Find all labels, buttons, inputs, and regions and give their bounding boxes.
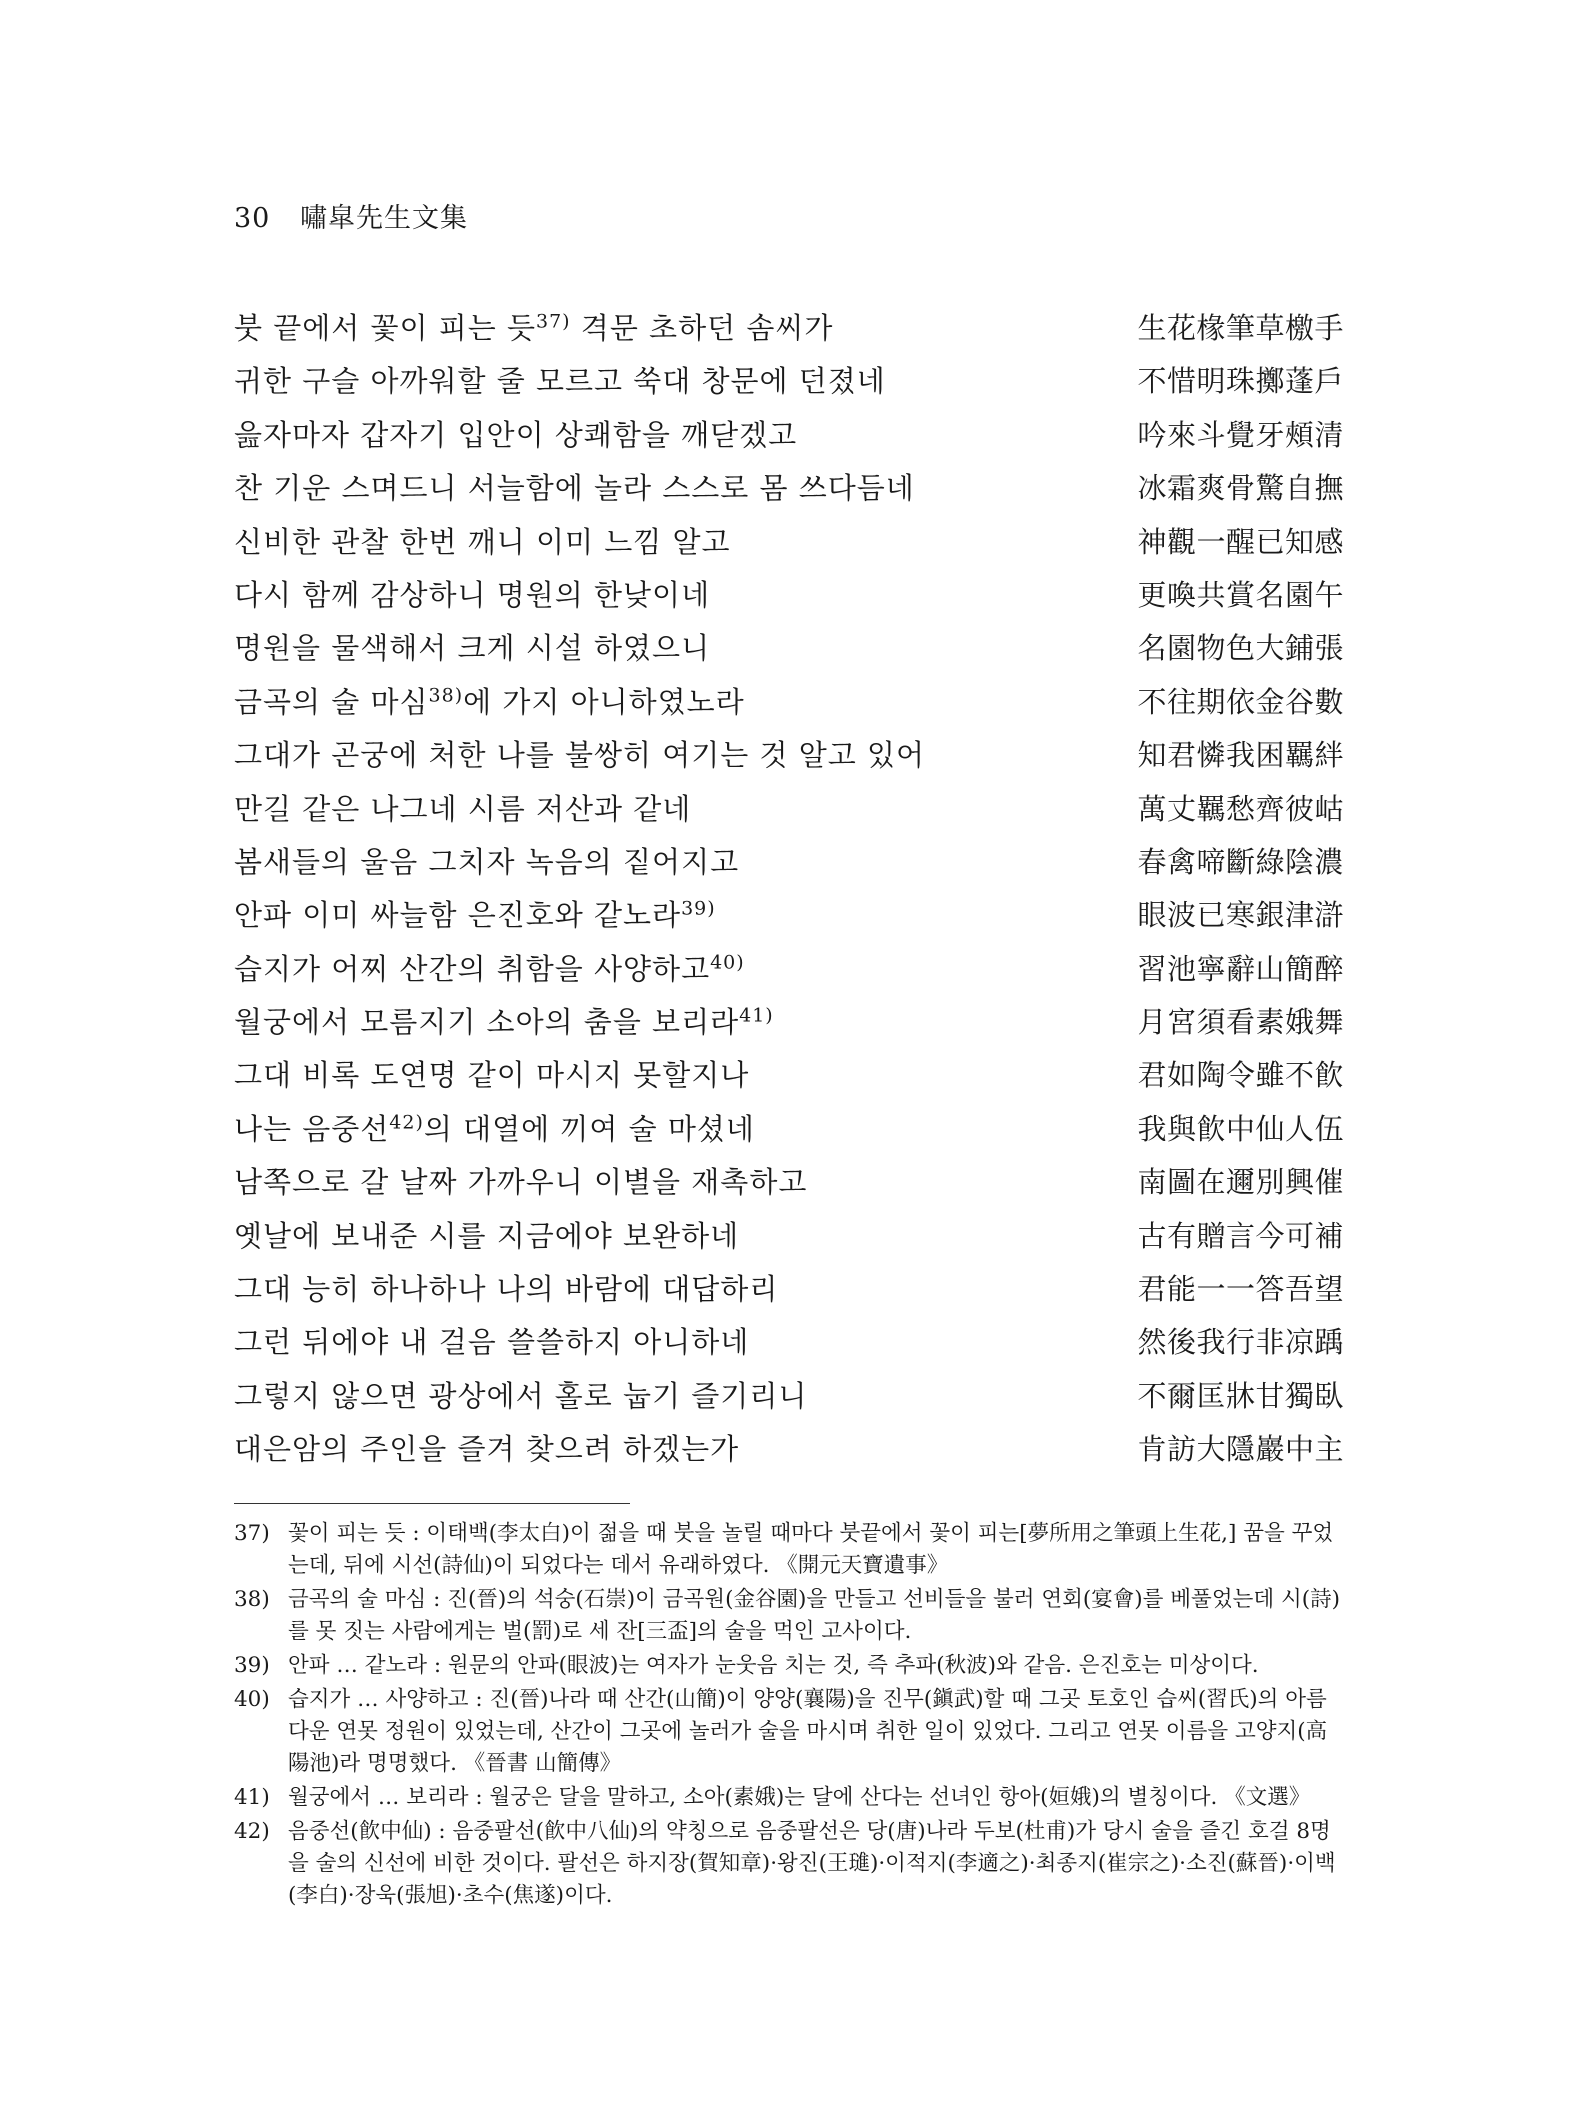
korean-text: 다시 함께 감상하니 명원의 한낮이네	[234, 577, 711, 612]
poem-line-hanja: 知君憐我困羈絆	[1137, 738, 1344, 773]
korean-text: 그렇지 않으면 광상에서 홀로 눕기 즐기리니	[234, 1378, 808, 1413]
book-title: 嘯皐先生文集	[299, 203, 468, 234]
korean-text: 신비한 관찰 한번 깨니 이미 느낌 알고	[234, 524, 731, 559]
poem-line	[234, 516, 1344, 569]
poem-line	[234, 355, 1344, 408]
footnote-ref: 39)	[681, 897, 716, 920]
poem-line	[234, 1210, 1344, 1263]
poem-line-korean	[234, 943, 745, 996]
poem-line-hanja: 生花椽筆草檄手	[1137, 311, 1344, 345]
korean-text: 습지가 어찌 산간의 취함을 사양하고	[234, 951, 711, 986]
poem-line-korean	[234, 355, 886, 408]
poem-line-korean	[234, 1316, 749, 1369]
korean-text: 봄새들의 울음 그치자 녹음의 짙어지고	[234, 844, 740, 879]
footnote-divider	[234, 1503, 630, 1504]
poem-line	[234, 1049, 1344, 1102]
poem-line-korean	[234, 516, 731, 569]
korean-text: 찬 기운 스며드니 서늘함에 놀라 스스로 몸 쓰다듬네	[234, 471, 915, 506]
korean-text: 금곡의 술 마심	[234, 684, 429, 719]
poem-line	[234, 1316, 1344, 1369]
footnote-number: 40)	[234, 1687, 270, 1712]
korean-text: 귀한 구슬 아까워할 줄 모르고 쑥대 창문에 던졌네	[234, 364, 886, 399]
footnote-text: 금곡의 술 마심 : 진(晉)의 석숭(石崇)이 금곡원(金谷園)을 만들고 선비들을 불러 연회(宴會)를 베풀었는데 시(詩)를 못 짓는 사람에게는 벌(罰)로 세 잔[三盃]의 술을 먹인 고사이다.	[288, 1587, 1341, 1644]
footnote-ref: 41)	[739, 1004, 774, 1027]
page-header	[234, 196, 468, 235]
poem-line-hanja: 君能一一答吾望	[1137, 1272, 1344, 1307]
footnote-text: 습지가 … 사양하고 : 진(晉)나라 때 산간(山簡)이 양양(襄陽)을 진무(鎭武)할 때 그곳 토호인 습씨(習氏)의 아름다운 연못 정원이 있었는데, 산간이 그곳에 놀러가 술을 마시며 취한 일이 있었다. 그리고 연못 이름을 고양지(高陽池)라 명명했다. 《晉書 山簡傳》	[288, 1687, 1328, 1776]
korean-text: 만길 같은 나그네 시름 저산과 같네	[234, 791, 692, 826]
korean-text: 안파 이미 싸늘함 은진호와 같노라	[234, 898, 682, 933]
poem-line	[234, 889, 1344, 942]
poem-line	[234, 302, 1344, 355]
poem-line	[234, 943, 1344, 996]
poem-line-hanja: 冰霜爽骨驚自撫	[1137, 471, 1344, 506]
korean-text: 그대가 곤궁에 처한 나를 불쌍히 여기는 것 알고 있어	[234, 738, 926, 773]
poem-line-korean	[234, 569, 710, 622]
poem-line-korean	[234, 1103, 755, 1156]
poem-line-korean	[234, 1370, 807, 1423]
poem-line	[234, 1423, 1344, 1476]
poem-line	[234, 1103, 1344, 1156]
poem-line-hanja: 肯訪大隱巖中主	[1137, 1432, 1344, 1467]
poem-line-korean	[234, 1263, 778, 1316]
korean-text: 나는 음중선	[234, 1111, 390, 1146]
footnote-text: 꽃이 피는 듯 : 이태백(李太白)이 젊을 때 붓을 놀릴 때마다 붓끝에서 꽃이 피는[夢所用之筆頭上生花,] 꿈을 꾸었는데, 뒤에 시선(詩仙)이 되었다는 데서 유래하였다. 《開元天寶遺事》	[288, 1521, 1334, 1578]
footnote	[234, 1518, 1346, 1582]
korean-text: 남쪽으로 갈 날짜 가까우니 이별을 재촉하고	[234, 1165, 808, 1200]
poem-line-korean	[234, 1156, 807, 1209]
poem-line	[234, 996, 1344, 1049]
poem-line-korean	[234, 1210, 739, 1263]
poem-line-korean	[234, 676, 745, 729]
footnote-text: 월궁에서 … 보리라 : 월궁은 달을 말하고, 소아(素娥)는 달에 산다는 선녀인 항아(姮娥)의 별칭이다. 《文選》	[288, 1785, 1311, 1810]
footnote-ref: 37)	[536, 310, 571, 333]
footnote-number: 37)	[234, 1521, 270, 1546]
poem-line-hanja: 不惜明珠擲蓬戶	[1137, 364, 1344, 399]
poem-line-hanja: 眼波已寒銀津滸	[1137, 898, 1344, 933]
poem-line	[234, 783, 1344, 836]
poem-line-korean	[234, 729, 925, 782]
poem-line-hanja: 名園物色大鋪張	[1137, 631, 1344, 666]
poem-line-hanja: 古有贈言今可補	[1137, 1218, 1344, 1253]
footnote	[234, 1584, 1346, 1648]
poem-line-korean	[234, 409, 797, 462]
footnote-number: 39)	[234, 1653, 270, 1678]
poem-body	[234, 302, 1344, 1477]
poem-line	[234, 1156, 1344, 1209]
poem-line-hanja: 習池寧辭山簡醉	[1137, 951, 1344, 986]
footnote-number: 42)	[234, 1819, 270, 1844]
poem-line-hanja: 然後我行非凉踽	[1137, 1325, 1344, 1360]
footnote-number: 38)	[234, 1587, 270, 1612]
poem-line-hanja: 更喚共賞名園午	[1137, 577, 1344, 612]
korean-text: 명원을 물색해서 크게 시설 하였으니	[234, 631, 711, 666]
footnote	[234, 1684, 1346, 1780]
footnote-text: 음중선(飮中仙) : 음중팔선(飮中八仙)의 약칭으로 음중팔선은 당(唐)나라 두보(杜甫)가 당시 술을 즐긴 호걸 8명을 술의 신선에 비한 것이다. 팔선은 하지장(賀知章)·왕진(王璡)·이적지(李適之)·최종지(崔宗之)·소진(蘇晉)·이백(李白)·장욱(張旭)·초수(焦遂)이다.	[288, 1819, 1336, 1908]
footnote-number: 41)	[234, 1785, 270, 1810]
korean-text: 그대 능히 하나하나 나의 바람에 대답하리	[234, 1272, 779, 1307]
footnote-ref: 42)	[389, 1111, 424, 1134]
korean-text: 읊자마자 갑자기 입안이 상쾌함을 깨닫겠고	[234, 417, 798, 452]
poem-line	[234, 729, 1344, 782]
poem-line-korean	[234, 1049, 749, 1102]
poem-line	[234, 409, 1344, 462]
poem-line-hanja: 君如陶令雖不飮	[1137, 1058, 1344, 1093]
poem-line-korean	[234, 1423, 739, 1476]
poem-line-hanja: 我與飮中仙人伍	[1137, 1111, 1344, 1146]
korean-text: 붓 끝에서 꽃이 피는 듯	[234, 311, 536, 345]
poem-line-korean	[234, 622, 710, 675]
poem-line-hanja: 南圖在邇別興催	[1137, 1165, 1344, 1200]
korean-text-continued: 에 가지 아니하였노라	[463, 684, 745, 719]
footnote-ref: 40)	[710, 951, 745, 974]
poem-line-hanja: 不往期依金谷數	[1137, 684, 1344, 719]
poem-line-hanja: 春禽啼斷綠陰濃	[1137, 844, 1344, 879]
poem-line	[234, 569, 1344, 622]
footnote	[234, 1782, 1346, 1814]
poem-line-hanja: 月宮須看素娥舞	[1137, 1005, 1344, 1040]
poem-line-hanja: 神觀一醒已知感	[1137, 524, 1344, 559]
poem-line	[234, 1370, 1344, 1423]
korean-text: 옛날에 보내준 시를 지금에야 보완하네	[234, 1218, 740, 1253]
footnote-ref: 38)	[428, 684, 464, 707]
poem-line	[234, 836, 1344, 889]
poem-line-korean	[234, 889, 716, 942]
poem-line-korean	[234, 302, 833, 355]
poem-line-korean	[234, 783, 691, 836]
korean-text-continued: 의 대열에 끼여 술 마셨네	[423, 1111, 755, 1146]
footnote	[234, 1650, 1346, 1682]
poem-line-hanja: 吟來斗覺牙頰清	[1137, 417, 1344, 452]
poem-line	[234, 462, 1344, 515]
poem-line	[234, 1263, 1344, 1316]
poem-line-korean	[234, 996, 774, 1049]
poem-line-hanja: 萬丈羈愁齊彼岵	[1137, 791, 1344, 826]
poem-line	[234, 622, 1344, 675]
korean-text-continued: 격문 초하던 솜씨가	[570, 311, 834, 345]
footnote	[234, 1816, 1346, 1912]
poem-line-hanja: 不爾匡牀甘獨臥	[1137, 1378, 1344, 1413]
footnotes	[234, 1518, 1346, 1914]
page-number: 30	[234, 203, 271, 234]
korean-text: 대은암의 주인을 즐겨 찾으려 하겠는가	[234, 1432, 740, 1467]
poem-line-korean	[234, 836, 739, 889]
footnote-text: 안파 … 같노라 : 원문의 안파(眼波)는 여자가 눈웃음 치는 것, 즉 추파(秋波)와 같음. 은진호는 미상이다.	[288, 1653, 1259, 1678]
poem-line	[234, 676, 1344, 729]
poem-line-korean	[234, 462, 915, 515]
korean-text: 그런 뒤에야 내 걸음 쓸쓸하지 아니하네	[234, 1325, 750, 1360]
korean-text: 그대 비록 도연명 같이 마시지 못할지나	[234, 1058, 750, 1093]
korean-text: 월궁에서 모름지기 소아의 춤을 보리라	[234, 1005, 740, 1040]
